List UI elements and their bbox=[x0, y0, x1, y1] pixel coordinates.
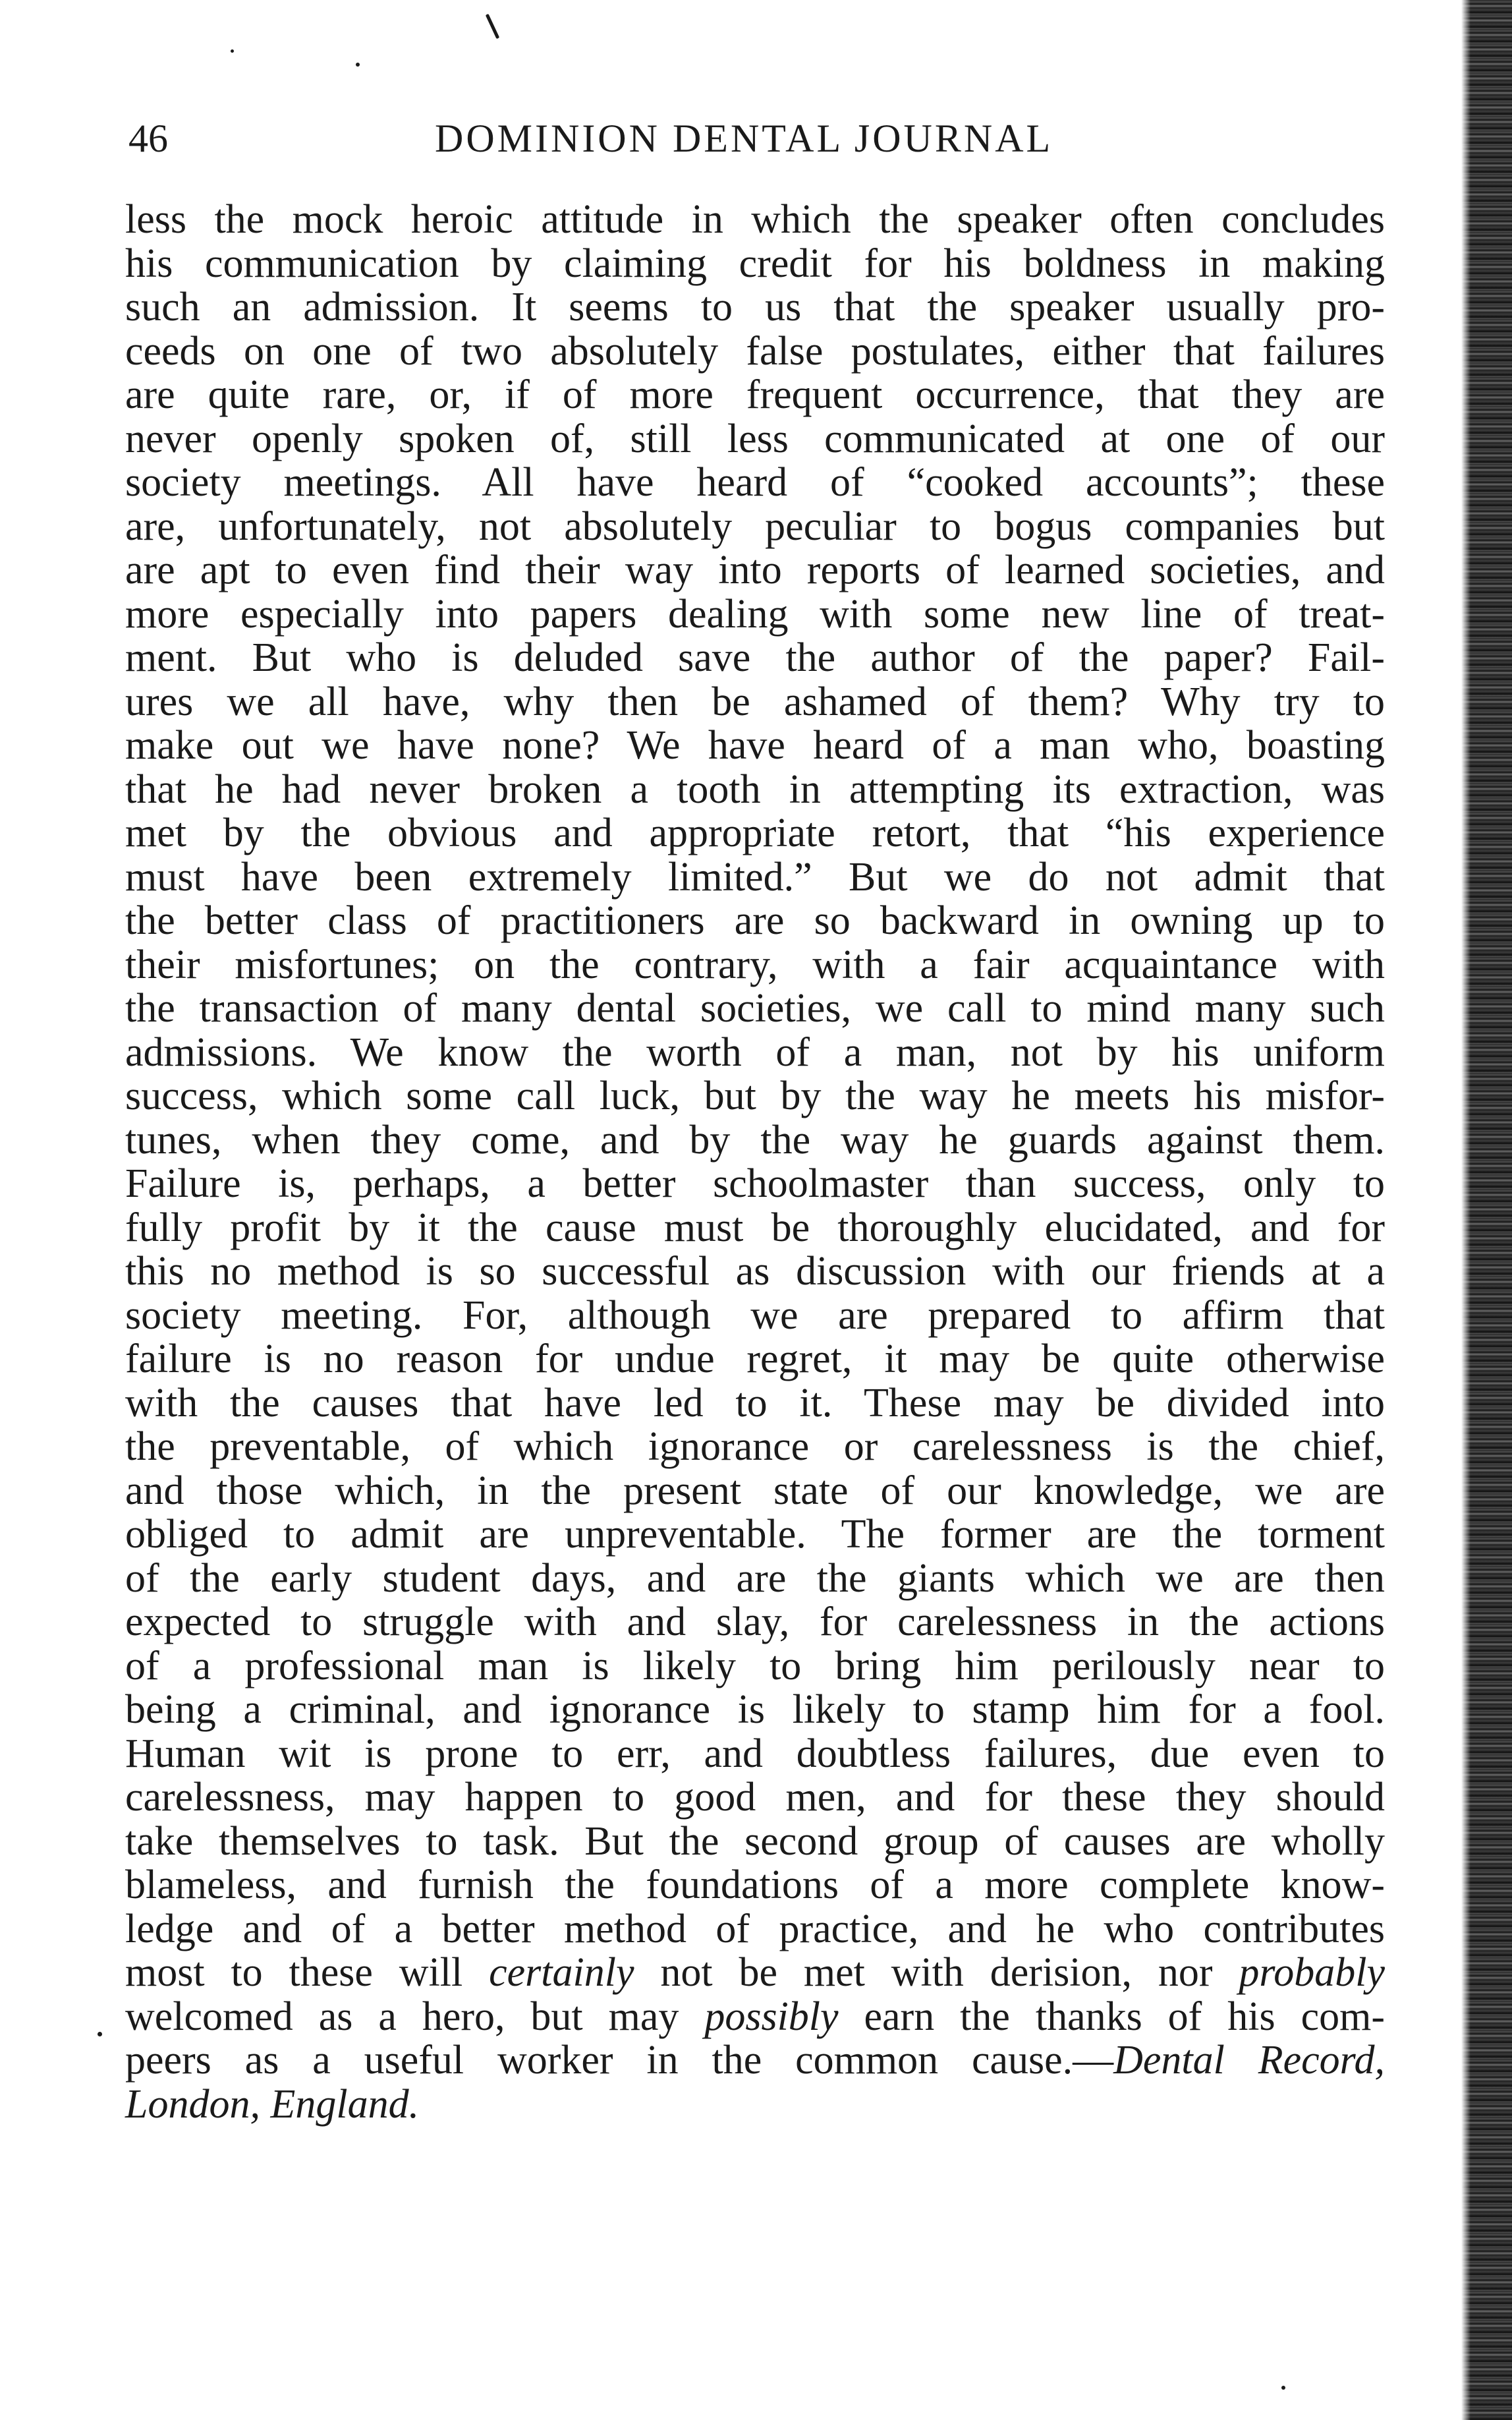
text-line: tunes, when they come, and by the way he guards against them. bbox=[125, 1117, 1385, 1163]
text-line: their misfortunes; on the contrary, with a fair acquaintance with bbox=[125, 942, 1385, 987]
text-line: ceeds on one of two absolutely false postulates, either that failures bbox=[125, 328, 1385, 374]
text-line: of the early student days, and are the giants which we are then bbox=[125, 1555, 1385, 1601]
text-line: ures we all have, why then be ashamed of them? Why try to bbox=[125, 679, 1385, 724]
text-line: ment. But who is deluded save the author of the paper? Fail- bbox=[125, 635, 1385, 680]
text-line: success, which some call luck, but by the way he meets his misfor- bbox=[125, 1074, 1385, 1118]
scan-speck bbox=[231, 49, 234, 53]
source-location-line bbox=[125, 2083, 1385, 2127]
text-line: his communication by claiming credit for his boldness in making bbox=[125, 241, 1385, 286]
article-body bbox=[125, 198, 1385, 2126]
text-line: society meeting. For, although we are prepared to affirm that bbox=[125, 1292, 1385, 1338]
text-line: ledge and of a better method of practice, and he who contributes bbox=[125, 1906, 1385, 1951]
text-line: are quite rare, or, if of more frequent occurrence, that they are bbox=[125, 372, 1385, 417]
page-number: 46 bbox=[128, 117, 168, 160]
text-line: of a professional man is likely to bring him perilously near to bbox=[125, 1643, 1385, 1688]
text-line: society meetings. All have heard of “cooked accounts”; these bbox=[125, 460, 1385, 505]
text-line: must have been extremely limited.” But we do not admit that bbox=[125, 854, 1385, 900]
text-line: admissions. We know the worth of a man, not by his uniform bbox=[125, 1029, 1385, 1075]
text-run: not be met with derision, nor bbox=[634, 1950, 1239, 1995]
text-line: carelessness, may happen to good men, and for these they should bbox=[125, 1775, 1385, 1820]
text-run: most to these will bbox=[125, 1950, 490, 1995]
source-citation-line bbox=[125, 2038, 1385, 2083]
text-line: take themselves to task. But the second group of causes are wholly bbox=[125, 1818, 1385, 1864]
text-line: failure is no reason for undue regret, it may be quite otherwise bbox=[125, 1337, 1385, 1381]
italic-emphasis: possibly bbox=[704, 1994, 839, 2039]
italic-emphasis: probably bbox=[1239, 1950, 1385, 1995]
text-line: being a criminal, and ignorance is likely to stamp him for a fool. bbox=[125, 1687, 1385, 1732]
scanned-page-edge bbox=[1461, 0, 1512, 2420]
text-run: earn the thanks of his com- bbox=[838, 1994, 1385, 2039]
scan-speck bbox=[486, 14, 499, 39]
scan-speck bbox=[356, 63, 360, 67]
scan-speck bbox=[98, 2032, 102, 2036]
text-line: that he had never broken a tooth in attempting its extraction, was bbox=[125, 766, 1385, 812]
text-line: met by the obvious and appropriate retort, that “his experience bbox=[125, 811, 1385, 855]
text-line-with-italics bbox=[125, 1951, 1385, 1995]
text-line: Human wit is prone to err, and doubtless failures, due even to bbox=[125, 1731, 1385, 1776]
text-run: welcomed as a hero, but may bbox=[125, 1994, 705, 2039]
text-line: the preventable, of which ignorance or carelessness is the chief, bbox=[125, 1424, 1385, 1469]
text-line: blameless, and furnish the foundations of a more complete know- bbox=[125, 1862, 1385, 1907]
running-head bbox=[128, 109, 1380, 168]
text-line: obliged to admit are unpreventable. The former are the torment bbox=[125, 1512, 1385, 1557]
source-location: London, England. bbox=[125, 2081, 420, 2127]
text-line: less the mock heroic attitude in which the speaker often concludes bbox=[125, 197, 1385, 242]
text-line: this no method is so successful as discussion with our friends at a bbox=[125, 1249, 1385, 1294]
text-line-with-italics bbox=[125, 1995, 1385, 2039]
journal-title: DOMINION DENTAL JOURNAL bbox=[435, 117, 1053, 160]
text-line: Failure is, perhaps, a better schoolmaster than success, only to bbox=[125, 1161, 1385, 1206]
text-line: expected to struggle with and slay, for carelessness in the actions bbox=[125, 1599, 1385, 1644]
text-line: more especially into papers dealing with some new line of treat- bbox=[125, 591, 1385, 637]
scan-speck bbox=[1281, 2386, 1285, 2390]
text-line: make out we have none? We have heard of a man who, boasting bbox=[125, 723, 1385, 768]
text-line: and those which, in the present state of our knowledge, we are bbox=[125, 1468, 1385, 1513]
text-line: such an admission. It seems to us that the speaker usually pro- bbox=[125, 285, 1385, 330]
text-line: are apt to even find their way into reports of learned societies, and bbox=[125, 548, 1385, 592]
italic-emphasis: certainly bbox=[489, 1950, 634, 1995]
text-line: the transaction of many dental societies, we call to mind many such bbox=[125, 986, 1385, 1031]
text-line: with the causes that have led to it. These may be divided into bbox=[125, 1380, 1385, 1426]
text-run: peers as a useful worker in the common cause.— bbox=[125, 2038, 1114, 2083]
source-name: Dental Record, bbox=[1113, 2038, 1385, 2083]
text-line: fully profit by it the cause must be thoroughly elucidated, and for bbox=[125, 1205, 1385, 1250]
text-line: never openly spoken of, still less communicated at one of our bbox=[125, 416, 1385, 461]
text-line: the better class of practitioners are so backward in owning up to bbox=[125, 898, 1385, 943]
text-line: are, unfortunately, not absolutely peculiar to bogus companies but bbox=[125, 504, 1385, 549]
